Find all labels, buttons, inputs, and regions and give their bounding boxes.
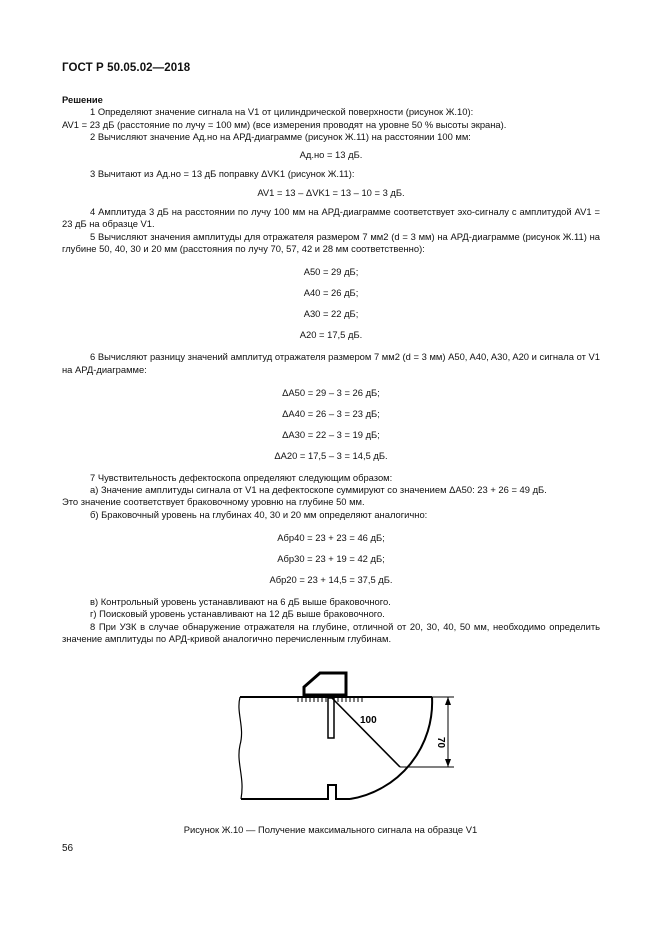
step-8-text: 8 При УЗК в случае обнаружение отражателя на глубине, отличной от 20, 30, 40, 50 мм, необходимо определить значение амплитуды по АРД-кривой аналогично перечисленным глубинам. <box>62 620 600 644</box>
equation-delta-a30: ΔA30 = 22 – 3 = 19 дБ; <box>282 428 380 440</box>
step-7c-text: в) Контрольный уровень устанавливают на 6 дБ выше браковочного. <box>90 596 391 608</box>
equation-a50: A50 = 29 дБ; <box>303 266 359 278</box>
step-4-text: 4 Амплитуда 3 дБ на расстоянии по лучу 100 мм на АРД-диаграмме соответствует эхо-сигналу с амплитудой AV1 = 23 дБ на образце V1. <box>62 206 600 230</box>
equation-delta-a20: ΔA20 = 17,5 – 3 = 14,5 дБ. <box>274 449 388 461</box>
block-slot <box>328 698 334 738</box>
equation-a40: A40 = 26 дБ; <box>303 287 359 299</box>
solution-body <box>62 94 600 645</box>
equation-group-deltas <box>62 382 600 466</box>
equation-av1: AV1 = 13 – ΔVK1 = 13 – 10 = 3 дБ. <box>257 186 405 198</box>
page-number: 56 <box>62 843 74 854</box>
label-70: 70 <box>435 737 446 749</box>
step-7b-text: б) Браковочный уровень на глубинах 40, 30 и 20 мм определяют аналогично: <box>90 508 428 520</box>
equation-group-reject-levels <box>62 527 600 590</box>
equation-b40: Aбр40 = 23 + 23 = 46 дБ; <box>277 532 385 544</box>
step-1-value: AV1 = 23 дБ (расстояние по лучу = 100 мм) (все измерения проводят на уровне 50 % высоты экрана). <box>62 118 507 130</box>
step-6-text: 6 Вычисляют разницу значений амплитуд отражателя размером 7 мм2 (d = 3 мм) A50, A40, A30, A20 и сигнала от V1 на АРД-диаграмме: <box>62 351 600 375</box>
page-title: ГОСТ Р 50.05.02—2018 <box>62 62 191 74</box>
step-7a-text: а) Значение амплитуды сигнала от V1 на дефектоскопе суммируют со значением ΔA50: 23 + 26 = 49 дБ. <box>90 484 547 496</box>
label-100: 100 <box>360 715 377 726</box>
block-bottom-surface <box>241 785 350 799</box>
break-line <box>239 697 242 799</box>
dimension-arrow-top <box>445 697 451 705</box>
step-3-text: 3 Вычитают из Aд.но = 13 дБ поправку ΔVK1 (рисунок Ж.11): <box>90 168 355 180</box>
calibration-block-diagram <box>232 665 462 815</box>
equation-b30: Aбр30 = 23 + 19 = 42 дБ; <box>277 553 385 565</box>
equation-delta-a40: ΔA40 = 26 – 3 = 23 дБ; <box>282 407 380 419</box>
beam-path <box>331 697 400 767</box>
equation-a20: A20 = 17,5 дБ. <box>299 329 363 341</box>
dimension-arrow-bottom <box>445 759 451 767</box>
step-7d-text: г) Поисковый уровень устанавливают на 12 дБ выше браковочного. <box>90 608 385 620</box>
figure-zh10-drawing <box>232 665 462 815</box>
equation-b20: Aбр20 = 23 + 14,5 = 37,5 дБ. <box>269 574 393 586</box>
step-7a-continuation: Это значение соответствует браковочному уровню на глубине 50 мм. <box>62 496 365 508</box>
step-5-text: 5 Вычисляют значения амплитуды для отражателя размером 7 мм2 (d = 3 мм) на АРД-диаграмме (рисунок Ж.11) на глубине 50, 40, 30 и 20 мм (расстояния по лучу 70, 57, 42 и 28 мм соответственно): <box>62 230 600 254</box>
figure-caption: Рисунок Ж.10 — Получение максимального сигнала на образце V1 <box>183 824 478 835</box>
cylindrical-surface <box>350 697 432 799</box>
step-1-text: 1 Определяют значение сигнала на V1 от цилиндрической поверхности (рисунок Ж.10): <box>90 106 474 118</box>
solution-heading: Решение <box>62 94 103 105</box>
equation-a-dno: Aд.но = 13 дБ. <box>299 149 363 161</box>
equation-delta-a50: ΔA50 = 29 – 3 = 26 дБ; <box>282 386 380 398</box>
step-7-text: 7 Чувствительность дефектоскопа определяют следующим образом: <box>90 471 393 483</box>
probe-outline <box>304 673 346 695</box>
step-2-text: 2 Вычисляют значение Aд.но на АРД-диаграмме (рисунок Ж.11) на расстоянии 100 мм: <box>90 130 471 142</box>
equation-a30: A30 = 22 дБ; <box>303 308 359 320</box>
equation-group-amplitudes <box>62 261 600 345</box>
